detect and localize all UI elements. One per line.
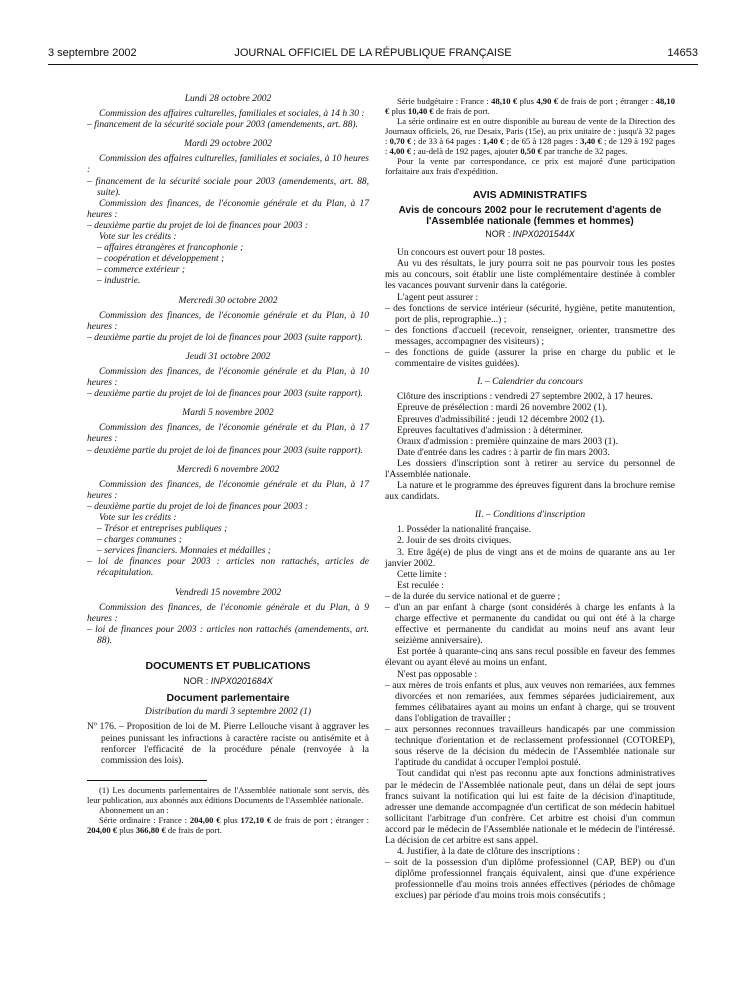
list-item: – soit de la possession d'un diplôme professionnel (CAP, BEP) ou d'un diplôme professionnel français équivalent, ainsi que d'une expérience professionnelle d'au moins trois années effectives (périodes de chômage exclues) par période d'au moins trois mois consécutifs ; [385, 858, 675, 902]
calendar-line: Oraux d'admission : première quinzaine de mars 2003 (1). [397, 436, 618, 447]
commission-line: Commission des finances, de l'économie générale et du Plan, à 17 heures : [87, 423, 369, 445]
credit-item: – coopération et développement ; [97, 254, 225, 265]
header-page-number: 14653 [667, 47, 698, 59]
paragraph: Tout candidat qui n'est pas reconnu apte aux fonctions administratives par le médecin de l'Assemblée nationale peut, dans un délai de sept jours francs suivant la notification qui lui est faite de la décision d'inaptitude, adresser une demande accompagnée d'un certificat de son médecin habituel sollicitant l'arbitrage d'un confrère. Cet arbitre est choisi d'un commun accord par le médecin de l'Assemblée nationale et le médecin de l'intéressé. La décision de cet arbitre est sans appel. [385, 769, 675, 846]
header-date: 3 septembre 2002 [48, 47, 137, 59]
list-item: – des fonctions d'accueil (recevoir, renseigner, orienter, transmettre des messages, accompagner des visiteurs) ; [385, 325, 675, 347]
condition-line: Est reculée : [397, 580, 444, 591]
subsection-heading: II. – Conditions d'inscription [474, 510, 586, 521]
calendar-line: Clôture des inscriptions : vendredi 27 septembre 2002, à 17 heures. [397, 392, 653, 403]
calendar-line: Epreuves d'admissibilité : jeudi 12 décembre 2002 (1). [397, 414, 605, 425]
list-item: – aux mères de trois enfants et plus, aux veuves non remariées, aux femmes divorcées et non remariées, aux femmes séparées judiciairement, aux femmes célibataires ayant au moins un enfant à charge, qui se trouvent dans l'obligation de travailler ; [385, 680, 675, 724]
commission-line: Commission des finances, de l'économie générale et du Plan, à 10 heures : [87, 310, 369, 332]
credit-item: – charges communes ; [97, 535, 182, 546]
agenda-item: – deuxième partie du projet de loi de finances pour 2003 : [87, 501, 309, 512]
page-header [48, 47, 698, 63]
distribution-heading: Distribution du mardi 3 septembre 2002 (1) [144, 707, 312, 718]
section-title-avis: AVIS ADMINISTRATIFS [472, 189, 588, 201]
day-heading: Lundi 28 octobre 2002 [184, 94, 272, 104]
section-title-documents: DOCUMENTS ET PUBLICATIONS [145, 660, 311, 673]
agenda-item: – loi de finances pour 2003 : articles non rattachés, articles de récapitulation. [87, 557, 369, 579]
left-column [87, 94, 369, 835]
day-heading: Mardi 29 octobre 2002 [184, 139, 272, 150]
footnote-prices: Série ordinaire : France : 204,00 € plus 172,10 € de frais de port ; étranger : 204,00 € plus 366,80 € de frais de port. [87, 814, 370, 835]
agenda-item: – financement de la sécurité sociale pour 2003 (amendements, art. 88). [87, 120, 358, 131]
vote-line: Vote sur les crédits : [99, 513, 177, 523]
credit-item: – Trésor et entreprises publiques ; [97, 524, 228, 535]
document-parlementaire-heading: Document parlementaire [166, 692, 290, 705]
commission-line: Commission des finances, de l'économie générale et du Plan, à 10 heures : [87, 366, 369, 389]
calendar-line: Epreuve de présélection : mardi 26 novembre 2002 (1). [397, 403, 608, 414]
vote-line: Vote sur les crédits : [99, 232, 177, 243]
condition-line: 3. Etre âgé(e) de plus de vingt ans et de moins de quarante ans au 1er janvier 2002. [385, 547, 675, 569]
paragraph: Est portée à quarante-cinq ans sans recul possible en faveur des femmes élevant ou ayant élevé au moins un enfant. [385, 647, 675, 669]
list-item: – des fonctions de service intérieur (sécurité, hygiène, petite manutention, port de plis, reprographie...) ; [385, 303, 675, 325]
day-heading: Vendredi 15 novembre 2002 [174, 587, 282, 598]
agenda-item: – deuxième partie du projet de loi de finances pour 2003 (suite rapport). [87, 389, 363, 400]
price-line: La série ordinaire est en outre disponible au bureau de vente de la Direction des Journaux officiels, 26, rue Desaix, Paris (15e), au prix unitaire de : jusqu'à 32 pages : 0,70 € ; de 33 à 64 pages : 1,40 € ; de 65 à 128 pages : 3,40 € ; de 129 à 192 pages : 4,00 € ; au-delà de 192 pages, ajouter 0,50 € par tranche de 32 pages. [385, 116, 675, 156]
agenda-item: – deuxième partie du projet de loi de finances pour 2003 : [87, 220, 309, 231]
footnote-subscription: Abonnement un an : [99, 804, 169, 815]
agenda-item: – financement de la sécurité sociale pour 2003 (amendements, art. 88, suite). [87, 176, 369, 198]
credit-item: – services financiers. Monnaies et médailles ; [97, 546, 271, 557]
document-entry: Nº 176. – Proposition de loi de M. Pierre Lellouche visant à aggraver les peines punissant les infractions à caractère raciste ou antisémite et à renforcer l'efficacité de la procédure pénale (renvoyée à la commission des lois). [87, 722, 369, 766]
commission-line: Commission des finances, de l'économie générale et du Plan, à 17 heures : [87, 479, 369, 501]
list-item: – d'un an par enfant à charge (sont considérés à charge les enfants à la charge effective et permanente du candidat ou qui ont été à la charge effective et permanente du candidat au moins neuf ans avant leur seizième anniversaire). [385, 603, 675, 647]
condition-line: 1. Posséder la nationalité française. [397, 525, 532, 536]
paragraph: Les dossiers d'inscription sont à retirer au service du personnel de l'Assemblée nationale. [385, 458, 675, 480]
list-item: – aux personnes reconnues travailleurs handicapés par une commission technique d'orientation et de reclassement professionnel (COTOREP), sous réserve de la décision du médecin de l'Assemblée nationale sur l'aptitude du candidat à occuper l'emploi postulé. [385, 725, 675, 769]
calendar-line: Date d'entrée dans les cadres : à partir de fin mars 2003. [397, 447, 610, 458]
paragraph: Un concours est ouvert pour 18 postes. [397, 248, 546, 259]
paragraph: Au vu des résultats, le jury pourra soit ne pas pourvoir tous les postes mis au concours, soit établir une liste complémentaire destinée à combler les vacances pouvant survenir dans la catégorie. [385, 259, 675, 292]
avis-subtitle: Avis de concours 2002 pour le recrutement d'agents de l'Assemblée nationale (femmes et hommes) [398, 205, 662, 228]
subsection-heading: I. – Calendrier du concours [477, 377, 583, 388]
day-heading: Mercredi 30 octobre 2002 [178, 295, 278, 306]
condition-line: Cette limite : [397, 569, 447, 580]
commission-line: Commission des finances, de l'économie générale et du Plan, à 9 heures : [87, 602, 369, 624]
agenda-item: – deuxième partie du projet de loi de finances pour 2003 (suite rapport). [87, 445, 363, 456]
footnote: (1) Les documents parlementaires de l'Assemblée nationale sont servis, dès leur publication, aux abonnés aux éditions Documents de l'Assemblée nationale. [87, 784, 369, 805]
condition-line: 4. Justifier, à la date de clôture des inscriptions : [397, 847, 580, 858]
commission-line: Commission des affaires culturelles, familiales et sociales, à 14 h 30 : [99, 109, 365, 120]
credit-item: – commerce extérieur ; [97, 265, 186, 276]
condition-line: N'est pas opposable : [397, 669, 478, 680]
condition-line: 2. Jouir de ses droits civiques. [397, 536, 512, 547]
price-line: Pour la vente par correspondance, ce prix est majoré d'une participation forfaitaire aux frais d'expédition. [385, 156, 675, 176]
commission-line: Commission des affaires culturelles, familiales et sociales, à 10 heures : [87, 154, 369, 176]
credit-item: – industrie. [97, 276, 141, 287]
calendar-line: Epreuves facultatives d'admission : à déterminer. [397, 425, 583, 436]
header-rule [48, 64, 698, 65]
agenda-item: – loi de finances pour 2003 : articles non rattachés (amendements, art. 88). [87, 624, 369, 646]
paragraph: L'agent peut assurer : [397, 292, 479, 303]
list-item: – de la durée du service national et de guerre ; [385, 591, 561, 602]
nor-reference: NOR : INPX0201544X [485, 229, 575, 240]
footnote-rule [87, 780, 207, 781]
credit-item: – affaires étrangères et francophonie ; [97, 243, 244, 254]
agenda-item: – deuxième partie du projet de loi de finances pour 2003 (suite rapport). [87, 332, 363, 343]
header-title: JOURNAL OFFICIEL DE LA RÉPUBLIQUE FRANÇAISE [234, 47, 512, 59]
right-column [385, 96, 675, 903]
paragraph: La nature et le programme des épreuves figurent dans la brochure remise aux candidats. [385, 481, 675, 503]
list-item: – des fonctions de guide (assurer la prise en charge du public et le commentaire de visites guidées). [385, 348, 675, 370]
day-heading: Mardi 5 novembre 2002 [182, 408, 274, 419]
day-heading: Jeudi 31 octobre 2002 [185, 351, 271, 362]
price-line: Série budgétaire : France : 48,10 € plus 4,90 € de frais de port ; étranger : 48,10 € plus 10,40 € de frais de port. [385, 96, 676, 116]
nor-reference: NOR : INPX0201684X [183, 676, 273, 687]
day-heading: Mercredi 6 novembre 2002 [176, 464, 280, 475]
commission-line: Commission des finances, de l'économie générale et du Plan, à 17 heures : [87, 198, 369, 220]
